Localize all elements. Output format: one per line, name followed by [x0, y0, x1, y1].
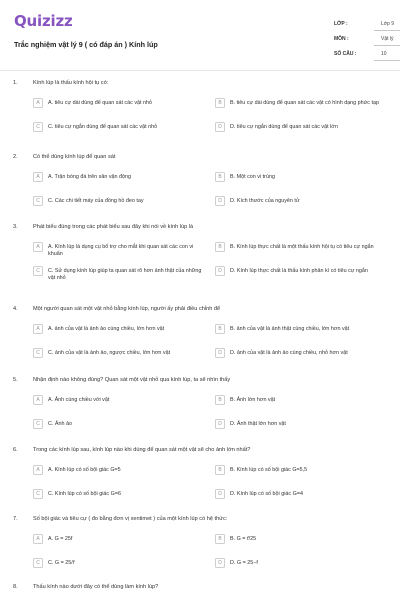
question-number: 8.	[13, 584, 18, 590]
option-text: B. ảnh của vật là ảnh thật cùng chiều, lớn hơn vật	[230, 325, 350, 332]
header-divider	[0, 70, 400, 71]
question-number: 6.	[13, 447, 18, 453]
option-letter-box[interactable]: D	[215, 122, 225, 132]
option-letter-box[interactable]: D	[215, 266, 225, 276]
worksheet-meta	[334, 16, 400, 61]
option-text: C. Kính lúp có số bội giác G=6	[48, 490, 121, 497]
option-letter-box[interactable]: B	[215, 465, 225, 475]
option-letter-box[interactable]: B	[215, 242, 225, 252]
option-text: C. G = 25/𝑓	[48, 559, 75, 566]
option-text: C. tiêu cự ngắn dùng để quan sát các vật nhỏ	[48, 123, 158, 130]
option-letter-box[interactable]: C	[33, 122, 43, 132]
meta-label: SỐ CÂU :	[334, 51, 357, 57]
question-text: Thấu kính nào dưới đây có thể dùng làm kính lúp?	[33, 584, 159, 590]
meta-label: MÔN :	[334, 36, 349, 42]
question-text: Có thể dùng kính lúp để quan sát	[33, 154, 116, 160]
option-text: D. Kính lúp thực chất là thấu kính phân kì có tiêu cự ngắn	[230, 267, 368, 274]
option-text: B. Kính lúp thực chất là một thấu kính hội tụ có tiêu cự ngắn	[230, 243, 374, 250]
option-letter-box[interactable]: B	[215, 395, 225, 405]
option-text: D. ảnh của vật là ảnh ảo cùng chiều, nhỏ hơn vật	[230, 349, 348, 356]
option-text: A. ảnh của vật là ảnh ảo cùng chiều, lớn hơn vật	[48, 325, 165, 332]
option-text: C. Các chi tiết máy của đồng hồ đeo tay	[48, 197, 144, 204]
meta-row-count	[334, 46, 400, 61]
option-letter-box[interactable]: D	[215, 489, 225, 499]
option-letter-box[interactable]: B	[215, 172, 225, 182]
meta-value: Vật lý	[381, 36, 394, 42]
option-letter-box[interactable]: C	[33, 196, 43, 206]
option-text: D. Kích thước của nguyên tử	[230, 197, 300, 204]
option-text: A. G = 25f	[48, 535, 73, 542]
option-text: A. Kính lúp là dụng cụ bổ trợ cho mắt khi quan sát các con vi khuẩn	[48, 243, 194, 257]
quizizz-logo: Quizizz	[14, 12, 73, 30]
question-text: Một người quan sát một vật nhỏ bằng kính lúp, người ấy phải điều chỉnh để	[33, 306, 221, 312]
option-letter-box[interactable]: A	[33, 242, 43, 252]
meta-label: LỚP :	[334, 21, 348, 27]
question-text: Trong các kính lúp sau, kính lúp nào khi dùng để quan sát một vật sẽ cho ảnh lớn nhất?	[33, 447, 251, 453]
question-number: 2.	[13, 154, 18, 160]
option-letter-box[interactable]: C	[33, 419, 43, 429]
option-text: C. ảnh của vật là ảnh ảo, ngược chiều, lớn hơn vật	[48, 349, 171, 356]
option-text: B. Ảnh lớn hơn vật	[230, 396, 276, 403]
option-text: D. Kính lúp có số bội giác G=4	[230, 490, 303, 497]
option-letter-box[interactable]: A	[33, 98, 43, 108]
option-text: D. G = 25−f	[230, 559, 258, 566]
option-letter-box[interactable]: C	[33, 266, 43, 276]
option-letter-box[interactable]: B	[215, 324, 225, 334]
question-number: 4.	[13, 306, 18, 312]
option-letter-box[interactable]: B	[215, 98, 225, 108]
question-text: Phát biểu đúng trong các phát biểu sau đây khi nói về kính lúp là	[33, 224, 194, 230]
option-letter-box[interactable]: C	[33, 348, 43, 358]
question-number: 5.	[13, 377, 18, 383]
option-text: A. Ảnh cùng chiều với vật	[48, 396, 110, 403]
option-letter-box[interactable]: A	[33, 465, 43, 475]
option-letter-box[interactable]: D	[215, 558, 225, 568]
option-text: A. tiêu cự dài dùng để quan sát các vật nhỏ	[48, 99, 153, 106]
option-text: B. tiêu cự dài dùng để quan sát các vật có hình dạng phức tạp	[230, 99, 379, 106]
option-text: B. Kính lúp có số bội giác G=5,5	[230, 466, 308, 473]
question-text: Số bội giác và tiêu cự ( đo bằng đơn vị xentimet ) của một kính lúp có hệ thức:	[33, 516, 228, 522]
option-text: D. Ảnh thật lớn hơn vật	[230, 420, 286, 427]
option-letter-box[interactable]: A	[33, 534, 43, 544]
option-letter-box[interactable]: A	[33, 324, 43, 334]
meta-value: Lớp 9	[381, 21, 395, 27]
option-letter-box[interactable]: D	[215, 348, 225, 358]
page-title: Trắc nghiệm vật lý 9 ( có đáp án ) Kính lúp	[14, 40, 158, 49]
option-letter-box[interactable]: C	[33, 558, 43, 568]
question-text: Kính lúp là thấu kính hội tụ có:	[33, 80, 109, 86]
option-letter-box[interactable]: A	[33, 172, 43, 182]
meta-row-subject	[334, 31, 400, 46]
meta-underline	[374, 60, 400, 61]
option-text: D. tiêu cự ngắn dùng để quan sát các vật lớn	[230, 123, 338, 130]
meta-value: 10	[381, 51, 387, 57]
option-letter-box[interactable]: C	[33, 489, 43, 499]
question-text: Nhận định nào không đúng? Quan sát một vật nhỏ qua kính lúp, ta sẽ nhìn thấy	[33, 377, 231, 383]
option-letter-box[interactable]: D	[215, 419, 225, 429]
question-number: 1.	[13, 80, 18, 86]
option-text: B. G = 𝑓/25	[230, 535, 257, 542]
option-text: C. Ảnh ảo	[48, 420, 72, 427]
option-text: B. Một con vi trùng	[230, 173, 275, 180]
option-letter-box[interactable]: A	[33, 395, 43, 405]
option-letter-box[interactable]: B	[215, 534, 225, 544]
worksheet-header	[14, 10, 395, 68]
option-letter-box[interactable]: D	[215, 196, 225, 206]
question-number: 3.	[13, 224, 18, 230]
question-number: 7.	[13, 516, 18, 522]
meta-row-class	[334, 16, 400, 31]
option-text: A. Trận bóng đá trên sân vận động	[48, 173, 132, 180]
option-text: C. Sử dụng kính lúp giúp ta quan sát rõ hơn ảnh thật của những vật nhỏ	[48, 267, 202, 281]
option-text: A. Kính lúp có số bội giác G=5	[48, 466, 121, 473]
